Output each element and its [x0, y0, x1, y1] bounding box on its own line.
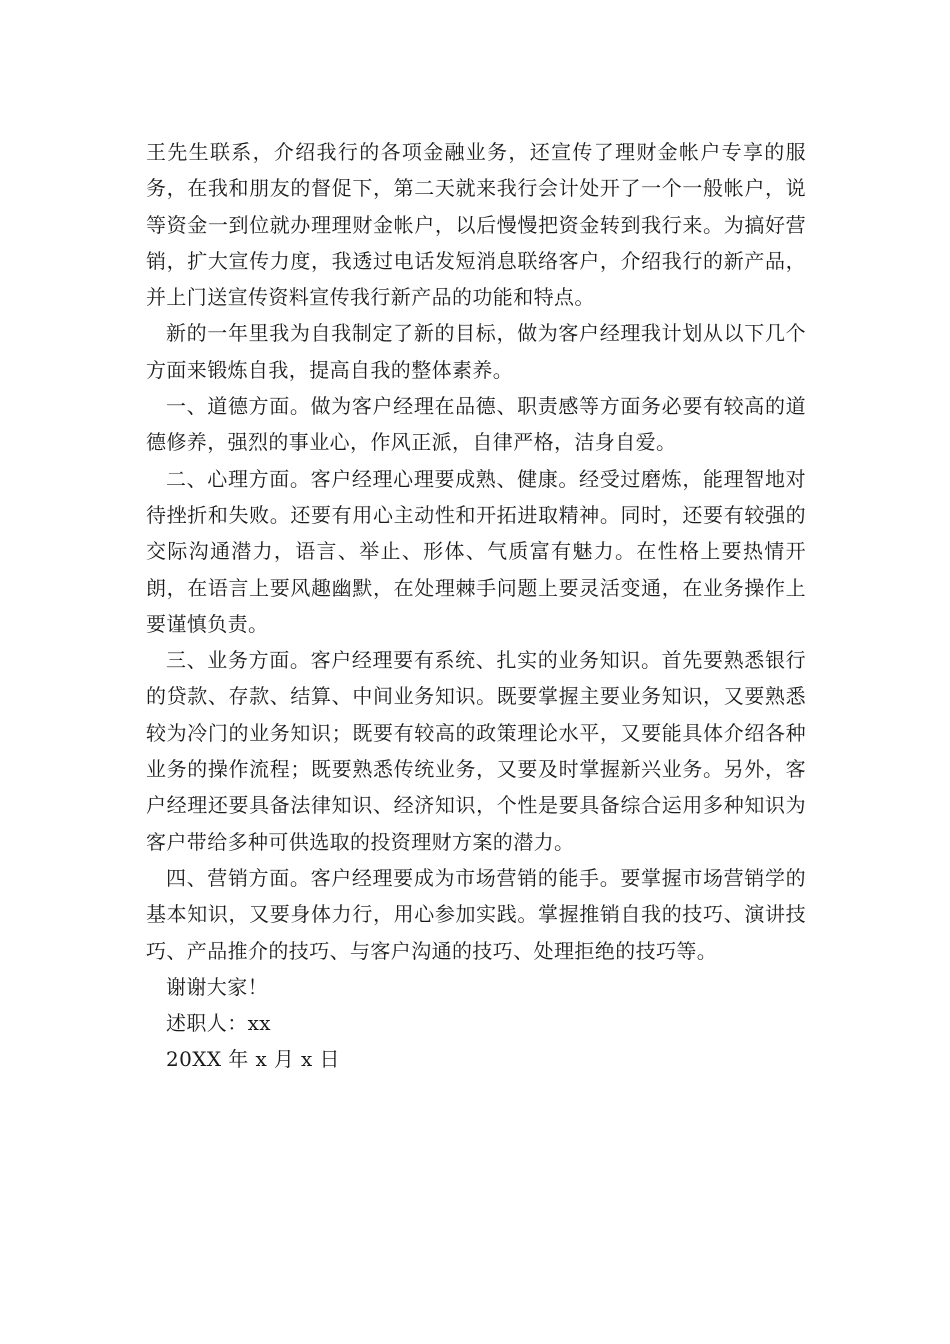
paragraph-goals: 新的一年里我为自我制定了新的目标，做为客户经理我计划从以下几个方面来锻炼自我，提高自我的整体素养。	[146, 321, 806, 382]
closing-date: 20XX 年 x 月 x 日	[166, 1047, 340, 1072]
closing-reporter: 述职人：xx	[166, 1011, 271, 1036]
paragraph-business: 三、业务方面。客户经理要有系统、扎实的业务知识。首先要熟悉银行的贷款、存款、结算、中间业务知识。既要掌握主要业务知识，又要熟悉较为冷门的业务知识；既要有较高的政策理论水平，又要能具体介绍各种业务的操作流程；既要熟悉传统业务，又要及时掌握新兴业务。另外，客户经理还要具备法律知识、经济知识，个性是要具备综合运用多种知识为客户带给多种可供选取的投资理财方案的潜力。	[146, 648, 806, 854]
closing-thanks: 谢谢大家！	[166, 974, 268, 999]
document-body	[146, 134, 806, 1078]
paragraph-morality: 一、道德方面。做为客户经理在品德、职责感等方面务必要有较高的道德修养，强烈的事业心，作风正派，自律严格，洁身自爱。	[146, 394, 806, 455]
paragraph-continuation: 王先生联系，介绍我行的各项金融业务，还宣传了理财金帐户专享的服务，在我和朋友的督促下，第二天就来我行会计处开了一个一般帐户，说等资金一到位就办理理财金帐户，以后慢慢把资金转到我行来。为搞好营销，扩大宣传力度，我透过电话发短消息联络客户，介绍我行的新产品，并上门送宣传资料宣传我行新产品的功能和特点。	[146, 140, 806, 310]
paragraph-psychology: 二、心理方面。客户经理心理要成熟、健康。经受过磨炼，能理智地对待挫折和失败。还要有用心主动性和开拓进取精神。同时，还要有较强的交际沟通潜力，语言、举止、形体、气质富有魅力。在性格上要热情开朗，在语言上要风趣幽默，在处理棘手问题上要灵活变通，在业务操作上要谨慎负责。	[146, 466, 806, 636]
paragraph-marketing: 四、营销方面。客户经理要成为市场营销的能手。要掌握市场营销学的基本知识，又要身体力行，用心参加实践。掌握推销自我的技巧、演讲技巧、产品推介的技巧、与客户沟通的技巧、处理拒绝的技巧等。	[146, 865, 806, 963]
